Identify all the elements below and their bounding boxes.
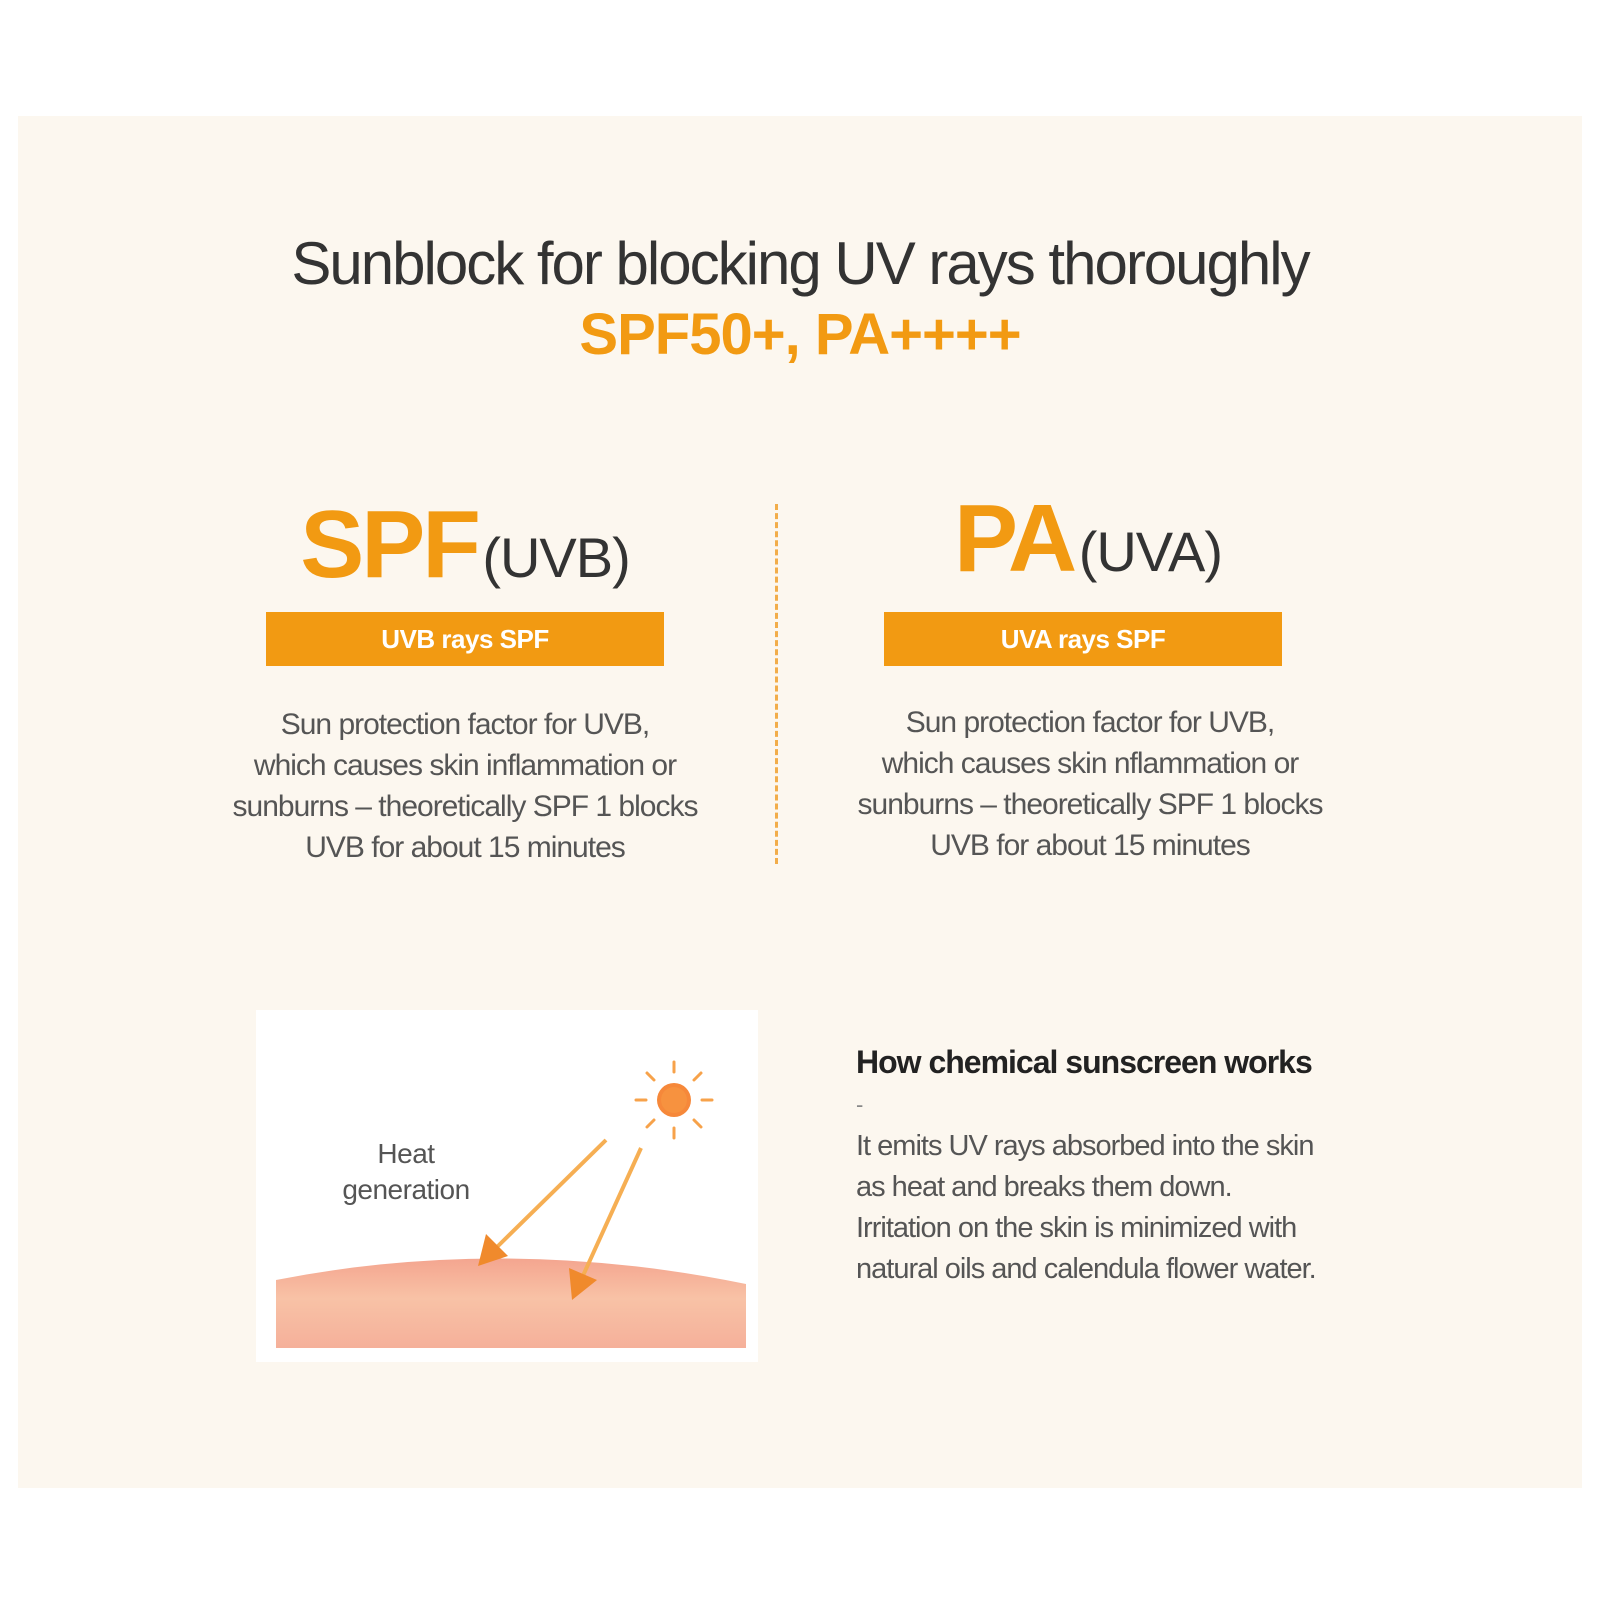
column-divider (775, 504, 778, 864)
heat-generation-label (326, 1136, 486, 1208)
pa-description-line: Sun protection factor for UVB, (905, 706, 1275, 739)
skin-shape (276, 1258, 746, 1348)
how-it-works-body (856, 1126, 1376, 1290)
how-it-works-line: It emits UV rays absorbed into the skin (856, 1130, 1314, 1162)
pa-description-line: which causes skin nflammation or (881, 747, 1299, 780)
pa-bar: UVA rays SPF (884, 612, 1282, 666)
arrow-icon (478, 1140, 606, 1266)
spf-acronym: SPF (300, 491, 478, 598)
page-title: Sunblock for blocking UV rays thoroughly (291, 230, 1309, 297)
pa-acronym: PA (954, 485, 1075, 592)
pa-description-line: sunburns – theoretically SPF 1 blocks (857, 788, 1323, 821)
spf-description-line: which causes skin inflammation or (253, 749, 677, 782)
how-it-works-line: as heat and breaks them down. (856, 1171, 1232, 1203)
pa-description (840, 702, 1340, 866)
pa-paren: (UVA) (1078, 520, 1222, 583)
spf-heading (215, 490, 715, 600)
how-it-works-separator: - (856, 1092, 864, 1117)
how-it-works-line: Irritation on the skin is minimized with (856, 1212, 1297, 1244)
spf-paren: (UVB) (482, 526, 630, 589)
spf-bar: UVB rays SPF (266, 612, 664, 666)
pa-heading (838, 484, 1338, 594)
how-it-works-title: How chemical sunscreen works (856, 1044, 1312, 1080)
heat-diagram (256, 1010, 758, 1362)
heat-label-line: Heat (377, 1138, 435, 1169)
heat-label-line: generation (342, 1174, 470, 1205)
spf-description-line: UVB for about 15 minutes (305, 831, 625, 864)
sun-icon (636, 1062, 712, 1138)
spf-description-line: sunburns – theoretically SPF 1 blocks (232, 790, 698, 823)
how-it-works-line: natural oils and calendula flower water. (856, 1253, 1316, 1285)
page-subtitle: SPF50+, PA++++ (579, 302, 1021, 367)
spf-description-line: Sun protection factor for UVB, (280, 708, 650, 741)
pa-description-line: UVB for about 15 minutes (930, 829, 1250, 862)
spf-description (215, 704, 715, 868)
